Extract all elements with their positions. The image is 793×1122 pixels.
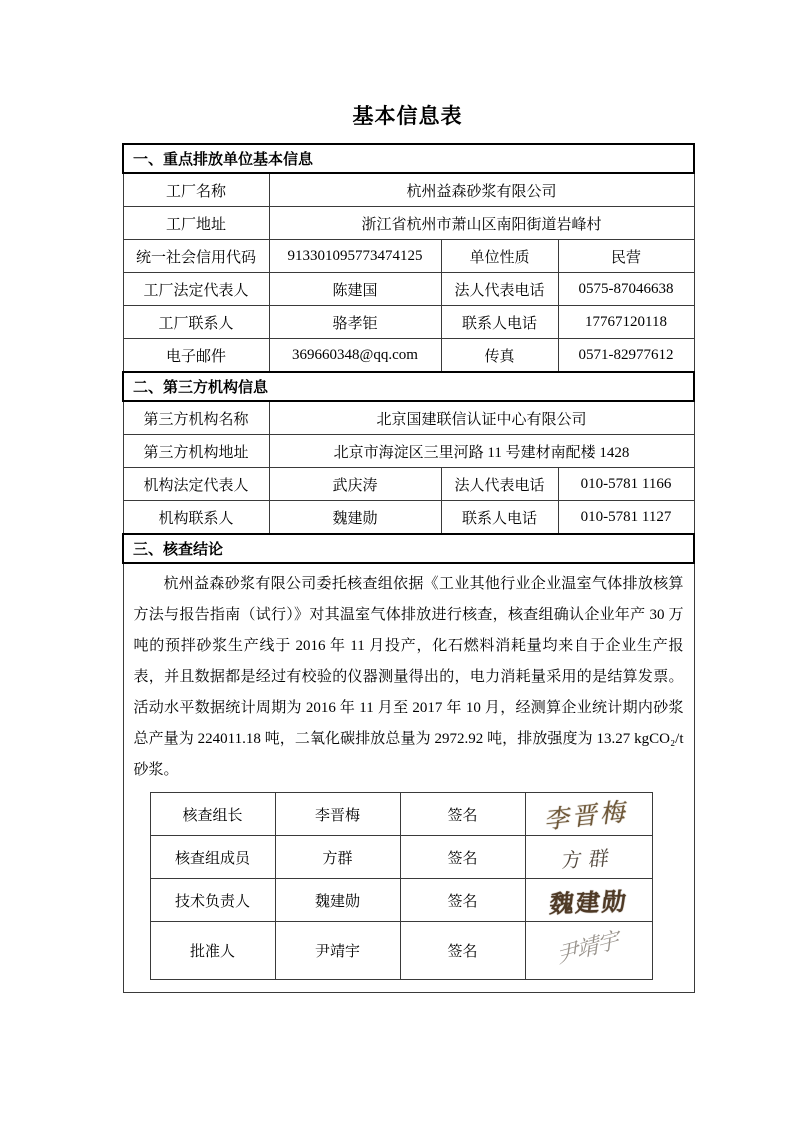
agency-legal-rep-phone-label: 法人代表电话 [441, 468, 558, 501]
unit-type-label: 单位性质 [441, 240, 558, 273]
approver-signature-cell [525, 922, 652, 980]
section1-heading: 一、重点排放单位基本信息 [123, 144, 694, 173]
lead-auditor-sign-label: 签名 [400, 793, 525, 836]
signoff-row-technical-lead [150, 879, 652, 922]
legal-rep-row [123, 273, 694, 306]
agency-address-row [123, 435, 694, 468]
conclusion-paragraph: 杭州益森砂浆有限公司委托核查组依据《工业其他行业企业温室气体排放核算方法与报告指南（试行）》对其温室气体排放进行核查，核查组确认企业年产 30 万吨的预拌砂浆生产线于 2016 年 11 月投产，化石燃料消耗量均来自于企业生产报表，并且数据都是经过有校验的仪器测量得出的，电力消耗量采用的是结算发票。活动水平数据统计周期为 2016 年 11 月至 2017 年 10 月，经测算企业统计期内砂浆总产量为 224011.18 吨，二氧化碳排放总量为 2972.92 吨，排放强度为 13.27 kgCO₂/t 砂浆。 [133, 576, 684, 778]
section3-header-row [123, 534, 694, 563]
signoff-row-team-member [150, 836, 652, 879]
approver-name: 尹靖宇 [275, 922, 400, 980]
section2-header-row [123, 372, 694, 401]
agency-legal-rep-row [123, 468, 694, 501]
team-member-name: 方群 [275, 836, 400, 879]
legal-rep-label: 工厂法定代表人 [123, 273, 269, 306]
team-member-role: 核查组成员 [150, 836, 275, 879]
technical-lead-sign-label: 签名 [400, 879, 525, 922]
agency-address-label: 第三方机构地址 [123, 435, 269, 468]
lead-auditor-role: 核查组长 [150, 793, 275, 836]
section1-header-row [123, 144, 694, 173]
technical-lead-signature-image: 魏建勋 [547, 887, 629, 918]
email-row [123, 339, 694, 373]
approver-signature-image: 尹靖宇 [556, 926, 621, 970]
conclusion-row [123, 563, 694, 993]
credit-code-label: 统一社会信用代码 [123, 240, 269, 273]
agency-legal-rep-phone-value: 010-5781 1166 [558, 468, 694, 501]
team-member-signature-cell [525, 836, 652, 879]
agency-legal-rep-label: 机构法定代表人 [123, 468, 269, 501]
agency-name-value: 北京国建联信认证中心有限公司 [269, 401, 694, 435]
agency-contact-phone-value: 010-5781 1127 [558, 501, 694, 535]
legal-rep-value: 陈建国 [269, 273, 441, 306]
factory-address-value: 浙江省杭州市萧山区南阳街道岩峰村 [269, 207, 694, 240]
page-title: 基本信息表 [352, 104, 463, 128]
section3-heading: 三、核查结论 [123, 534, 694, 563]
factory-contact-label: 工厂联系人 [123, 306, 269, 339]
factory-contact-value: 骆孝钜 [269, 306, 441, 339]
legal-rep-phone-label: 法人代表电话 [441, 273, 558, 306]
agency-name-label: 第三方机构名称 [123, 401, 269, 435]
agency-contact-phone-label: 联系人电话 [441, 501, 558, 535]
team-member-signature-image: 方群 [559, 845, 617, 873]
fax-label: 传真 [441, 339, 558, 373]
factory-name-label: 工厂名称 [123, 173, 269, 207]
document-page [122, 100, 693, 993]
email-label: 电子邮件 [123, 339, 269, 373]
agency-address-value: 北京市海淀区三里河路 11 号建材南配楼 1428 [269, 435, 694, 468]
technical-lead-name: 魏建勋 [275, 879, 400, 922]
conclusion-cell [123, 563, 694, 993]
factory-address-label: 工厂地址 [123, 207, 269, 240]
contact-phone-value: 17767120118 [558, 306, 694, 339]
legal-rep-phone-value: 0575-87046638 [558, 273, 694, 306]
signoff-table [150, 792, 653, 980]
fax-value: 0571-82977612 [558, 339, 694, 373]
agency-legal-rep-value: 武庆涛 [269, 468, 441, 501]
team-member-sign-label: 签名 [400, 836, 525, 879]
factory-address-row [123, 207, 694, 240]
factory-name-row [123, 173, 694, 207]
technical-lead-role: 技术负责人 [150, 879, 275, 922]
credit-code-row [123, 240, 694, 273]
email-value: 369660348@qq.com [269, 339, 441, 373]
signoff-row-approver [150, 922, 652, 980]
lead-auditor-signature-image: 李晋梅 [544, 796, 633, 835]
technical-lead-signature-cell [525, 879, 652, 922]
unit-type-value: 民营 [558, 240, 694, 273]
signoff-row-lead-auditor [150, 793, 652, 836]
lead-auditor-signature-cell [525, 793, 652, 836]
agency-name-row [123, 401, 694, 435]
lead-auditor-name: 李晋梅 [275, 793, 400, 836]
approver-sign-label: 签名 [400, 922, 525, 980]
agency-contact-value: 魏建勋 [269, 501, 441, 535]
factory-contact-row [123, 306, 694, 339]
section2-heading: 二、第三方机构信息 [123, 372, 694, 401]
basic-info-table [122, 143, 695, 993]
agency-contact-label: 机构联系人 [123, 501, 269, 535]
factory-name-value: 杭州益森砂浆有限公司 [269, 173, 694, 207]
contact-phone-label: 联系人电话 [441, 306, 558, 339]
credit-code-value: 913301095773474125 [269, 240, 441, 273]
approver-role: 批准人 [150, 922, 275, 980]
agency-contact-row [123, 501, 694, 535]
